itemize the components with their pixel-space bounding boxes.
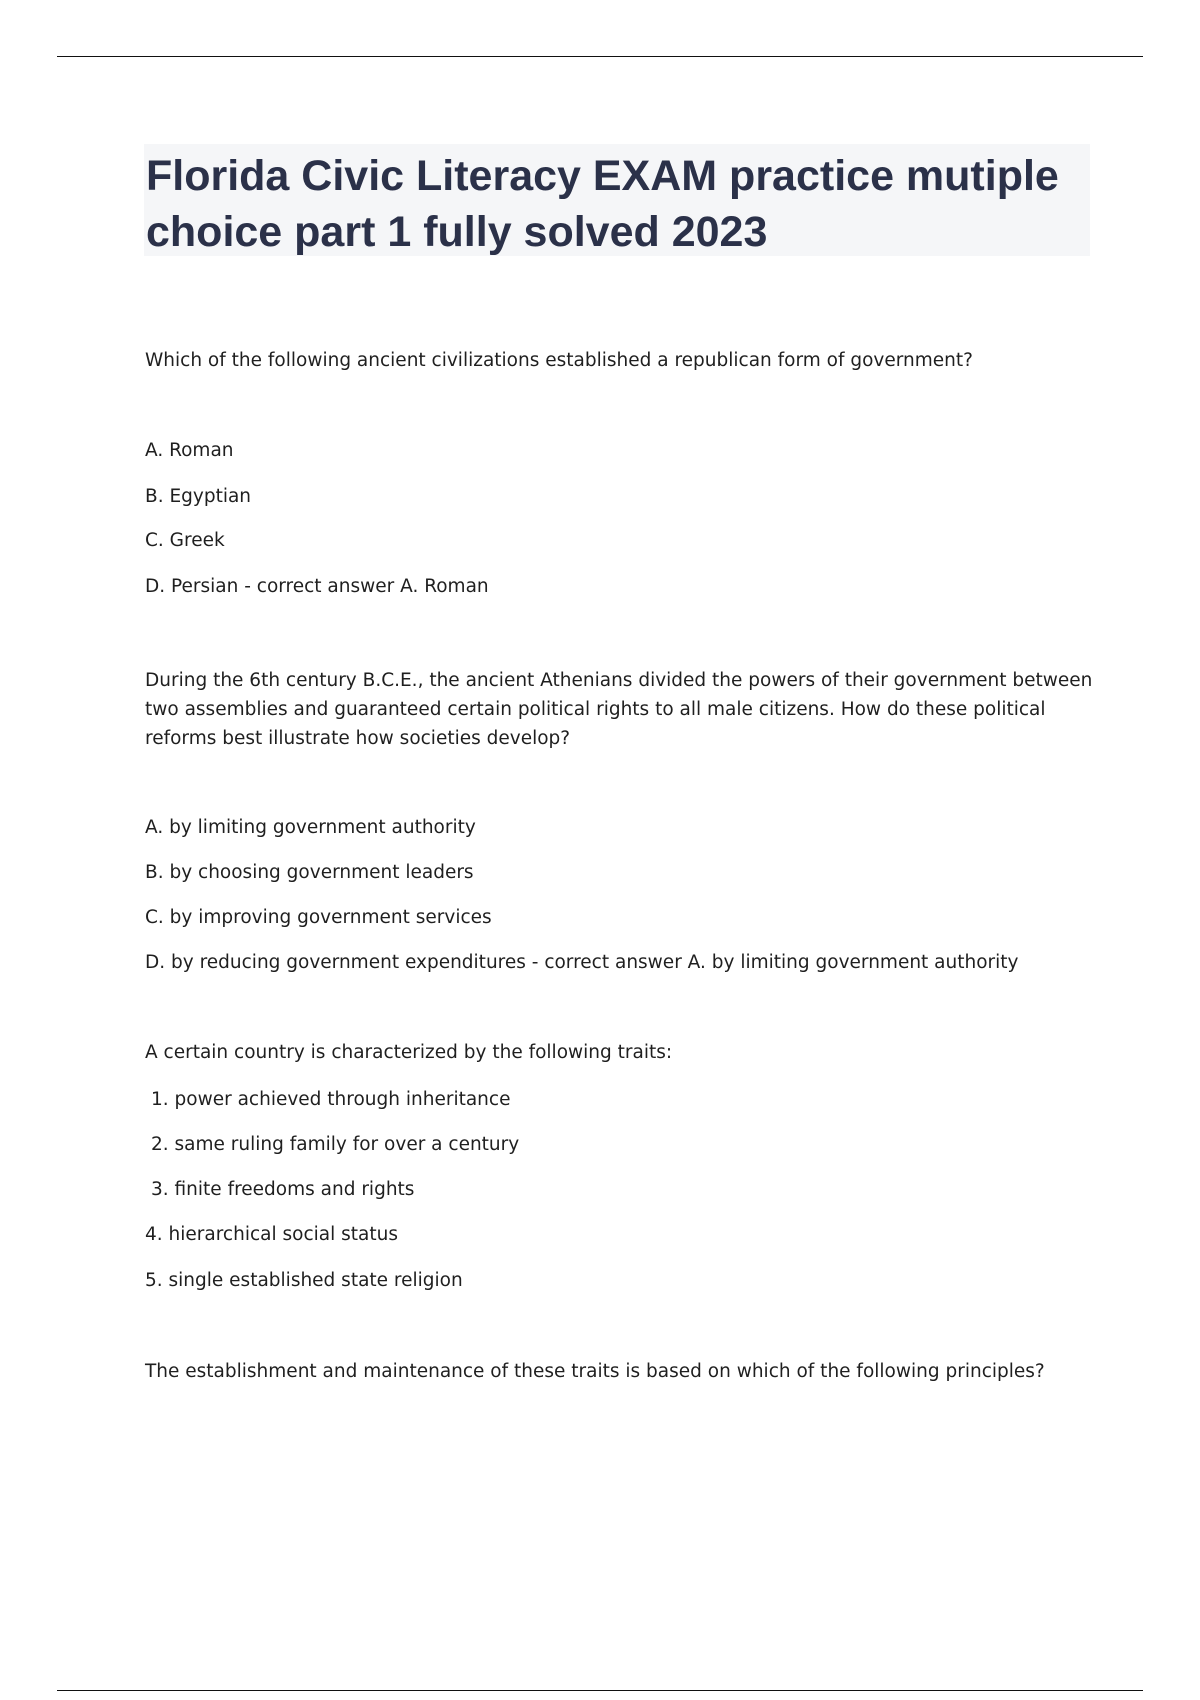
document-title: Florida Civic Literacy EXAM practice mutiple choice part 1 fully solved 2023 bbox=[146, 152, 1059, 256]
top-rule bbox=[57, 56, 1143, 57]
question-2-option-a: A. by limiting government authority bbox=[145, 817, 476, 838]
question-2-prompt: During the 6th century B.C.E., the ancient Athenians divided the powers of their government between two assemblies and guaranteed certain political rights to all male citizens. How do these political reforms best illustrate how societies develop? bbox=[145, 670, 1093, 749]
question-1-option-c: C. Greek bbox=[145, 530, 225, 551]
question-3-trait-4: 4. hierarchical social status bbox=[145, 1224, 398, 1245]
question-3-prompt: A certain country is characterized by the following traits: bbox=[145, 1042, 673, 1063]
bottom-rule bbox=[57, 1690, 1143, 1691]
question-3-trait-3: 3. finite freedoms and rights bbox=[151, 1179, 415, 1200]
question-2-option-b: B. by choosing government leaders bbox=[145, 862, 474, 883]
question-3-followup: The establishment and maintenance of these traits is based on which of the following principles? bbox=[145, 1361, 1045, 1382]
question-1-option-a: A. Roman bbox=[145, 440, 234, 461]
question-2-option-c: C. by improving government services bbox=[145, 907, 492, 928]
question-1-option-d: D. Persian - correct answer A. Roman bbox=[145, 576, 489, 597]
question-3-trait-5: 5. single established state religion bbox=[145, 1270, 463, 1291]
question-3-trait-1: 1. power achieved through inheritance bbox=[151, 1089, 511, 1110]
question-1-prompt: Which of the following ancient civilizations established a republican form of government? bbox=[145, 350, 973, 371]
title-box bbox=[144, 144, 1090, 256]
question-2-option-d: D. by reducing government expenditures - correct answer A. by limiting government authority bbox=[145, 952, 1019, 973]
question-1-option-b: B. Egyptian bbox=[145, 486, 252, 507]
question-3-trait-2: 2. same ruling family for over a century bbox=[151, 1134, 520, 1155]
